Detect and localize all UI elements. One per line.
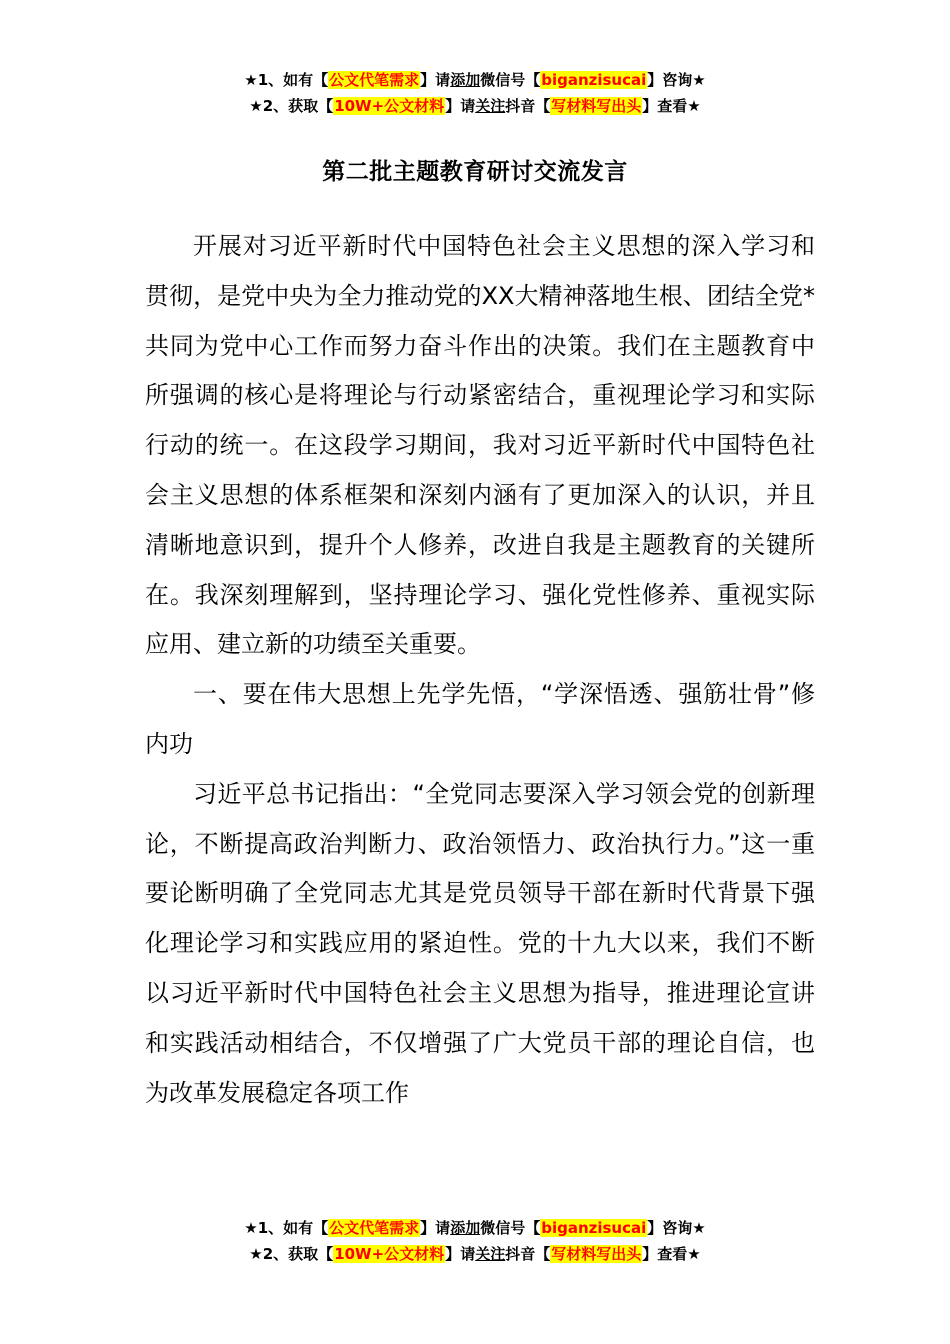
banner-line-1: ★1、如有【公文代笔需求】请添加微信号【biganzisucai】咨询★ <box>244 1219 706 1237</box>
header-banner <box>0 67 950 119</box>
footer-banner <box>0 1215 950 1267</box>
banner-line-2: ★2、获取【10W+公文材料】请关注抖音【写材料写出头】查看★ <box>249 1245 701 1263</box>
highlight-service: 公文代笔需求 <box>329 71 420 89</box>
banner-line-2: ★2、获取【10W+公文材料】请关注抖音【写材料写出头】查看★ <box>249 97 701 115</box>
highlight-materials: 10W+公文材料 <box>334 97 445 115</box>
banner-line-1: ★1、如有【公文代笔需求】请添加微信号【biganzisucai】咨询★ <box>244 71 706 89</box>
section-heading-1: 一、要在伟大思想上先学先悟，“学深悟透、强筋壮骨”修内功 <box>145 680 815 758</box>
highlight-service: 公文代笔需求 <box>329 1219 420 1237</box>
highlight-wechat-id: biganzisucai <box>541 1219 647 1237</box>
paragraph-section-1: 习近平总书记指出：“全党同志要深入学习领会党的创新理论，不断提高政治判断力、政治领悟力、政治执行力。”这一重要论断明确了全党同志尤其是党员领导干部在新时代背景下强化理论学习和实践应用的紧迫性。党的十九大以来，我们不断以习近平新时代中国特色社会主义思想为指导，推进理论宣讲和实践活动相结合，不仅增强了广大党员干部的理论自信，也为改革发展稳定各项工作 <box>145 779 815 1107</box>
document-body <box>145 222 815 1118</box>
highlight-douyin-account: 写材料写出头 <box>551 97 642 115</box>
highlight-materials: 10W+公文材料 <box>334 1245 445 1263</box>
document-title: 第二批主题教育研讨交流发言 <box>322 159 628 185</box>
highlight-wechat-id: biganzisucai <box>541 71 647 89</box>
paragraph-intro: 开展对习近平新时代中国特色社会主义思想的深入学习和贯彻，是党中央为全力推动党的XX大精神落地生根、团结全党*共同为党中心工作而努力奋斗作出的决策。我们在主题教育中所强调的核心是将理论与行动紧密结合，重视理论学习和实际行动的统一。在这段学习期间，我对习近平新时代中国特色社会主义思想的体系框架和深刻内涵有了更加深入的认识，并且清晰地意识到，提升个人修养，改进自我是主题教育的关键所在。我深刻理解到，坚持理论学习、强化党性修养、重视实际应用、建立新的功绩至关重要。 <box>145 232 815 659</box>
highlight-douyin-account: 写材料写出头 <box>551 1245 642 1263</box>
